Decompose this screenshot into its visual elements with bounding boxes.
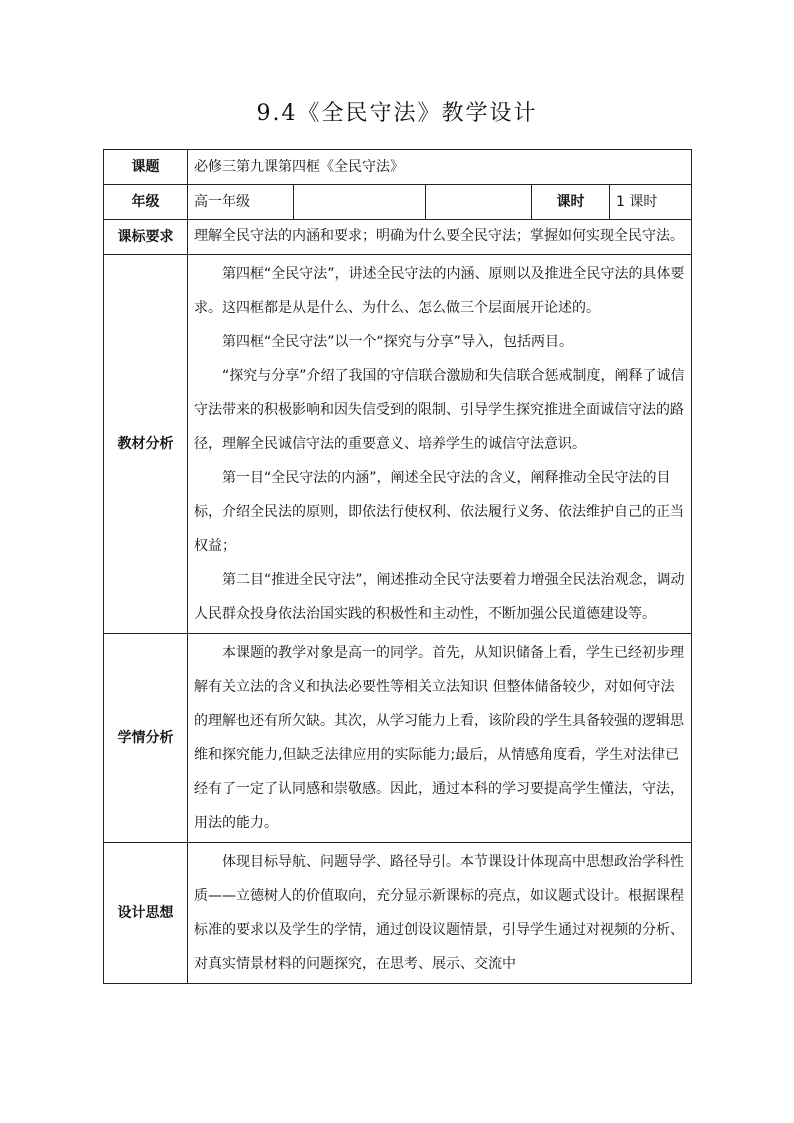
row-design [104, 843, 692, 984]
row-course [104, 150, 692, 185]
row-textbook [104, 255, 692, 634]
textbook-paragraph: 第四框“全民守法”以一个“探究与分享”导入，包括两目。 [222, 334, 574, 350]
course-value: 必修三第九课第四框《全民守法》 [188, 150, 692, 185]
textbook-content [188, 255, 692, 634]
row-students [104, 634, 692, 843]
design-paragraph: 体现目标导航、问题导学、路径导引。本节课设计体现高中思想政治学科性质——立德树人的价值取向，充分显示新课标的亮点，如议题式设计。根据课程标准的要求以及学生的学情，通过创设议题情景，引导学生通过对视频的分析、对真实情景材料的问题探究，在思考、展示、交流中 [194, 854, 684, 972]
hours-value: 1 课时 [610, 185, 692, 220]
textbook-paragraph: 第二目“推进全民守法”，阐述推动全民守法要着力增强全民法治观念，调动人民群众投身依法治国实践的积极性和主动性，不断加强公民道德建设等。 [194, 572, 685, 622]
design-label: 设计思想 [104, 843, 188, 984]
textbook-paragraph: “探究与分享”介绍了我国的守信联合激励和失信联合惩戒制度，阐释了诚信守法带来的积极影响和因失信受到的限制、引导学生探究推进全面诚信守法的路径，理解全民诚信守法的重要意义、培养学生的诚信守法意识。 [194, 368, 685, 452]
students-paragraph: 本课题的教学对象是高一的同学。首先，从知识储备上看，学生已经初步理解有关立法的含义和执法必要性等相关立法知识 但整体储备较少，对如何守法的理解也还有所欠缺。其次，从学习能力上看，该阶段的学生具备较强的逻辑思维和探究能力,但缺乏法律应用的实际能力;最后，从情感角度看，学生对法律已经有了一定了认同感和崇敬感。因此，通过本科的学习要提高学生懂法，守法，用法的能力。 [194, 645, 684, 831]
design-content [188, 843, 692, 984]
row-grade [104, 185, 692, 220]
hours-label: 课时 [532, 185, 610, 220]
lesson-plan-table [103, 149, 692, 984]
students-label: 学情分析 [104, 634, 188, 843]
students-content [188, 634, 692, 843]
grade-empty-cell-1 [294, 185, 426, 220]
standard-label: 课标要求 [104, 220, 188, 255]
page-title: 9.4《全民守法》教学设计 [256, 101, 538, 126]
grade-label: 年级 [104, 185, 188, 220]
textbook-paragraph: 第四框“全民守法”，讲述全民守法的内涵、原则以及推进全民守法的具体要求。这四框都是从是什么、为什么、怎么做三个层面展开论述的。 [194, 266, 685, 316]
grade-value: 高一年级 [188, 185, 294, 220]
course-label: 课题 [104, 150, 188, 185]
standard-value: 理解全民守法的内涵和要求；明确为什么要全民守法；掌握如何实现全民守法。 [188, 220, 692, 255]
grade-empty-cell-2 [426, 185, 532, 220]
row-standard [104, 220, 692, 255]
textbook-label: 教材分析 [104, 255, 188, 634]
textbook-paragraph: 第一目“全民守法的内涵”，阐述全民守法的含义，阐释推动全民守法的目标，介绍全民法的原则，即依法行使权利、依法履行义务、依法维护自己的正当权益； [194, 470, 684, 554]
